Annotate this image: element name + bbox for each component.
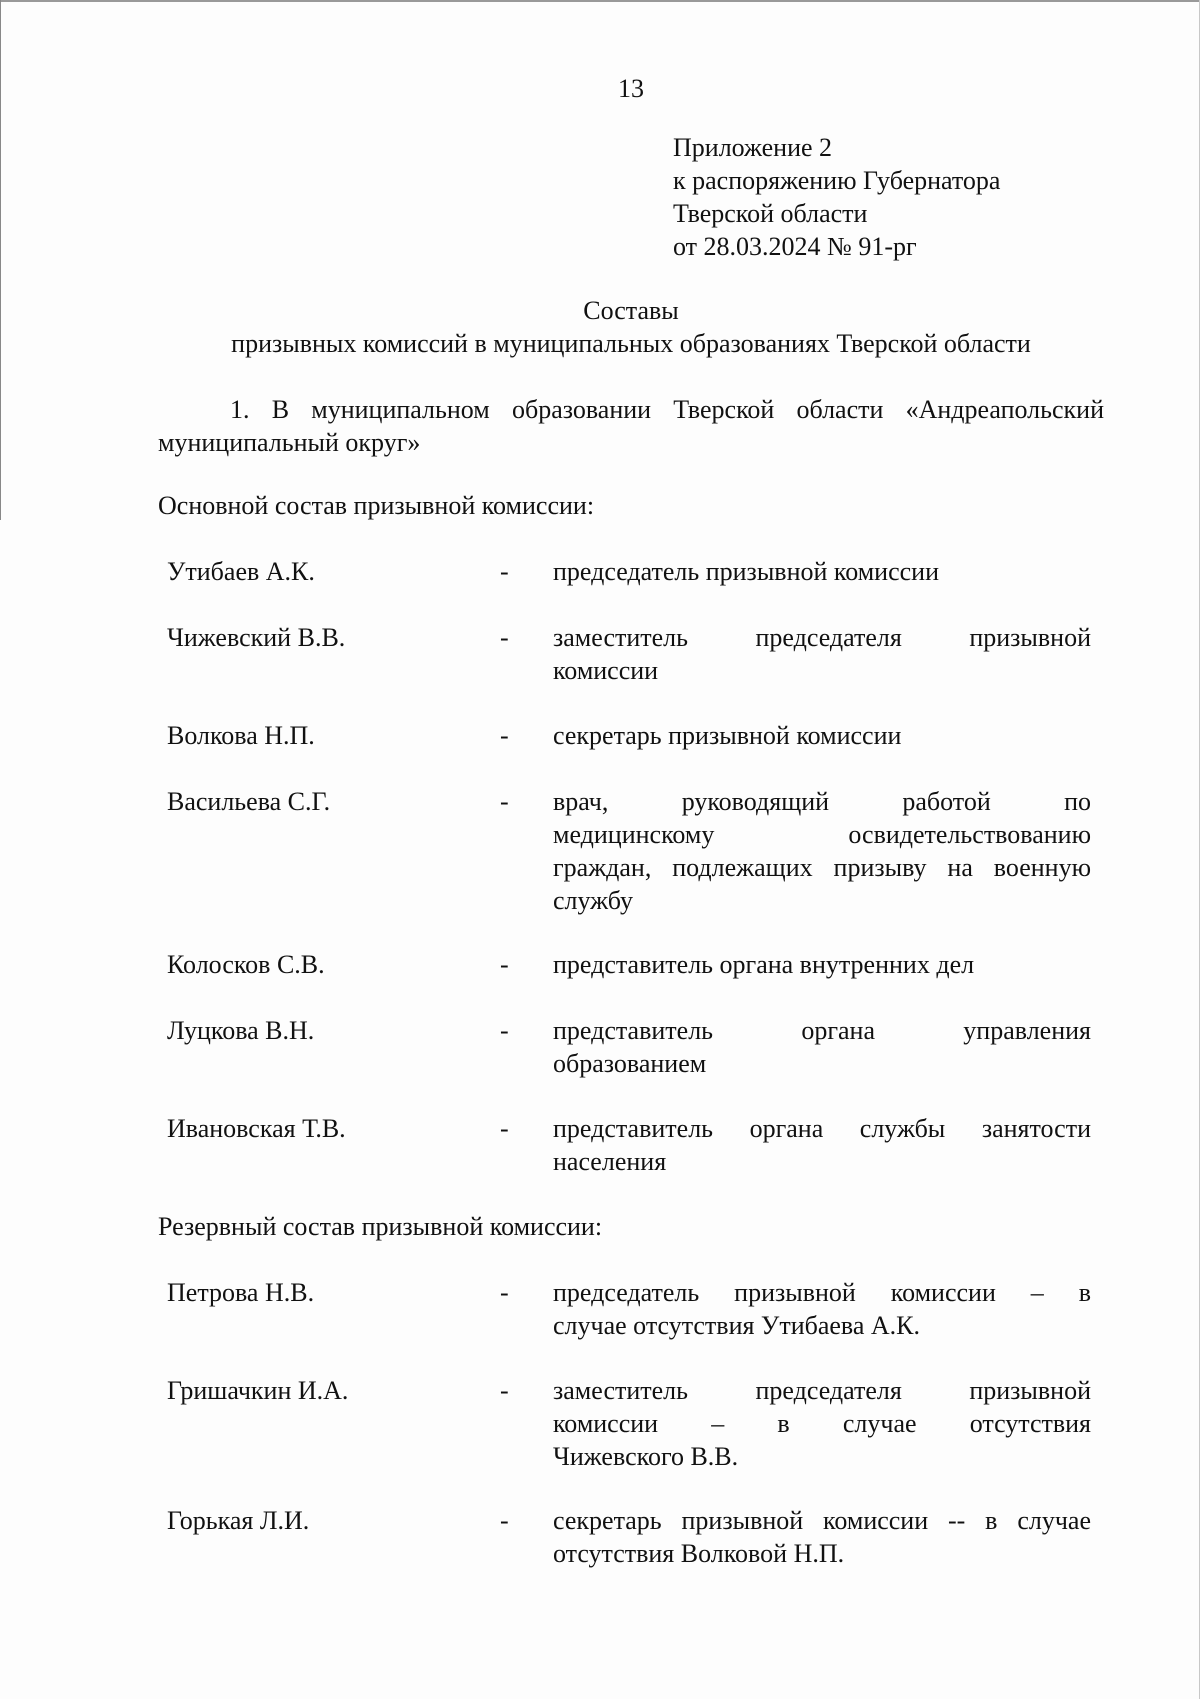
member-dash: -: [500, 1114, 509, 1143]
section-line: 1. В муниципальном образовании Тверской области «Андреапольский: [230, 395, 1104, 424]
member-name: Волкова Н.П.: [167, 721, 315, 750]
section-heading: [158, 393, 1104, 459]
appendix-line: к распоряжению Губернатора: [673, 166, 1001, 195]
member-name: Петрова Н.В.: [167, 1278, 315, 1307]
member-role-line: секретарь призывной комиссии: [553, 721, 902, 750]
member-name: Ивановская Т.В.: [167, 1114, 346, 1143]
member-role-line: комиссии – в случае отсутствия: [553, 1409, 1091, 1438]
member-role: [553, 1014, 1091, 1080]
appendix-line: Приложение 2: [673, 133, 833, 162]
member-role-line: Чижевского В.В.: [553, 1442, 739, 1471]
member-dash: -: [500, 1016, 509, 1045]
appendix-block: [673, 131, 1000, 263]
member-role: [553, 948, 1091, 981]
member-dash: -: [500, 1278, 509, 1307]
member-role-line: службу: [553, 886, 634, 915]
document-subtitle: призывных комиссий в муниципальных образованиях Тверской области: [231, 329, 1031, 358]
member-role-line: случае отсутствия Утибаева А.К.: [553, 1311, 921, 1340]
member-role-line: медицинскому освидетельствованию: [553, 820, 1091, 849]
member-role: [553, 1112, 1091, 1178]
section-line: муниципальный округ»: [158, 428, 421, 457]
member-role: [553, 719, 1091, 752]
page-number: 13: [618, 74, 644, 103]
member-role: [553, 1276, 1091, 1342]
reserve-composition-heading: Резервный состав призывной комиссии:: [158, 1212, 603, 1241]
member-role-line: врач, руководящий работой по: [553, 787, 1091, 816]
member-name: Васильева С.Г.: [167, 787, 331, 816]
member-role-line: председатель призывной комиссии: [553, 557, 939, 586]
member-role-line: образованием: [553, 1049, 707, 1078]
member-dash: -: [500, 721, 509, 750]
member-name: Гришачкин И.А.: [167, 1376, 349, 1405]
member-role-line: представитель органа внутренних дел: [553, 950, 975, 979]
document-title: Составы: [583, 296, 679, 325]
member-role-line: представитель органа службы занятости: [553, 1114, 1091, 1143]
member-role: [553, 621, 1091, 687]
member-role-line: населения: [553, 1147, 667, 1176]
member-role: [553, 555, 1091, 588]
member-role-line: отсутствия Волковой Н.П.: [553, 1539, 845, 1568]
member-role-line: заместитель председателя призывной: [553, 1376, 1091, 1405]
scan-edge-top: [0, 0, 1200, 2]
member-role: [553, 785, 1091, 917]
member-dash: -: [500, 1376, 509, 1405]
member-dash: -: [500, 1506, 509, 1535]
member-name: Луцкова В.Н.: [167, 1016, 315, 1045]
main-composition-heading: Основной состав призывной комиссии:: [158, 491, 595, 520]
member-dash: -: [500, 623, 509, 652]
member-role-line: секретарь призывной комиссии -- в случае: [553, 1506, 1091, 1535]
member-dash: -: [500, 557, 509, 586]
member-name: Чижевский В.В.: [167, 623, 346, 652]
member-role-line: представитель органа управления: [553, 1016, 1091, 1045]
appendix-line: от 28.03.2024 № 91-рг: [673, 232, 917, 261]
member-dash: -: [500, 950, 509, 979]
member-name: Колосков С.В.: [167, 950, 325, 979]
member-name: Утибаев А.К.: [167, 557, 315, 586]
member-role: [553, 1374, 1091, 1473]
appendix-line: Тверской области: [673, 199, 868, 228]
member-role-line: заместитель председателя призывной: [553, 623, 1091, 652]
member-role-line: председатель призывной комиссии – в: [553, 1278, 1091, 1307]
member-name: Горькая Л.И.: [167, 1506, 310, 1535]
member-role-line: граждан, подлежащих призыву на военную: [553, 853, 1091, 882]
member-role: [553, 1504, 1091, 1570]
member-dash: -: [500, 787, 509, 816]
member-role-line: комиссии: [553, 656, 659, 685]
